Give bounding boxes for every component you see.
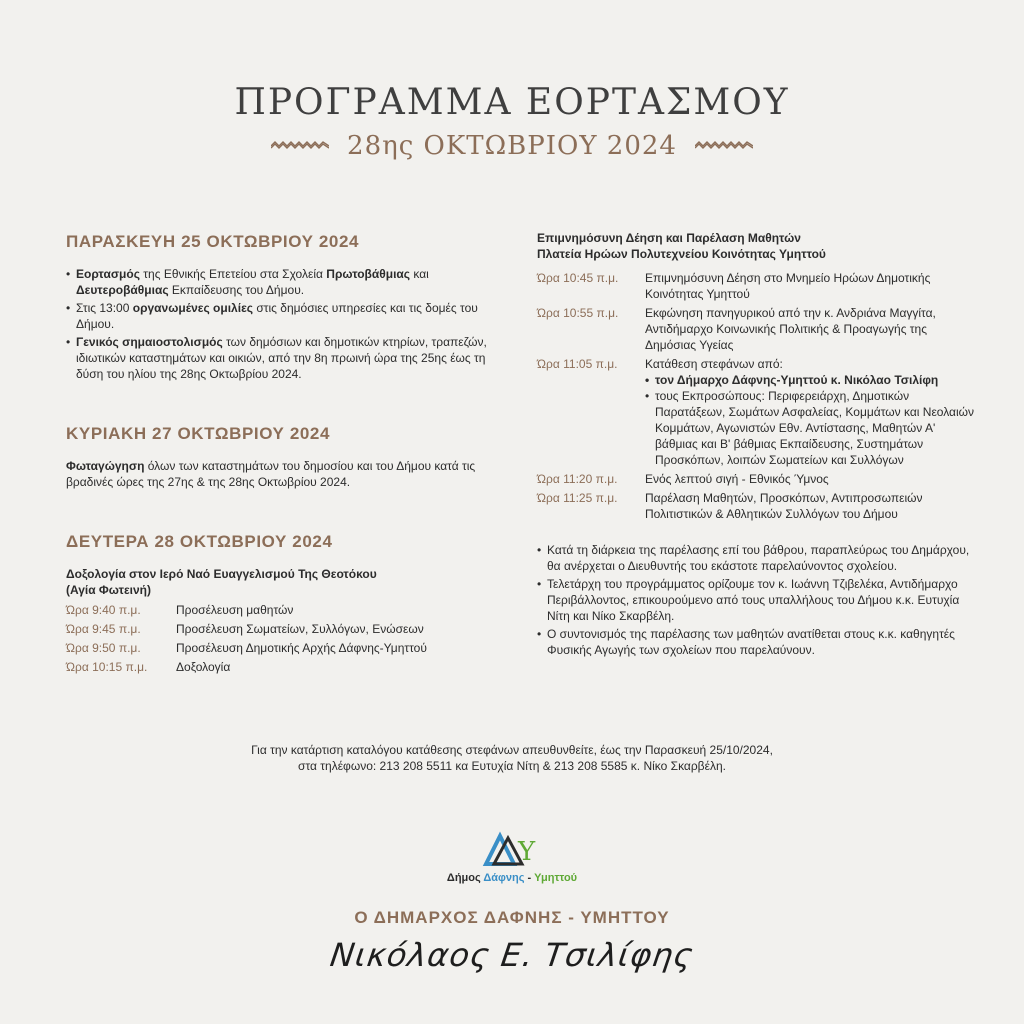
wreath-intro: Κατάθεση στεφάνων από: [645,357,783,371]
list-item [66,334,496,382]
text: στις δημόσιες υπηρεσίες και τις δομές του Δήμου. [76,301,478,331]
text: και [410,267,429,281]
schedule-row [537,305,977,353]
list-item: • τον Δήμαρχο Δάφνης-Υμηττού κ. Νικόλαο Τσιλίφη [645,372,977,388]
monday-heading: ΔΕΥΤΕΡΑ 28 ΟΚΤΩΒΡΙΟΥ 2024 [66,532,333,551]
schedule-time: Ώρα 9:50 π.μ. [66,641,141,655]
schedule-time: Ώρα 11:20 π.μ. [537,472,618,486]
schedule-time: Ώρα 11:25 π.μ. [537,491,618,505]
schedule-desc: Προσέλευση Δημοτικής Αρχής Δάφνης-Υμηττού [176,641,427,655]
schedule-desc: Δοξολογία [176,660,231,674]
left-column [66,232,496,678]
schedule-row [537,471,977,487]
schedule-row [66,602,496,618]
schedule-desc [645,356,977,468]
footer-line: Για την κατάρτιση καταλόγου κατάθεσης στεφάνων απευθυνθείτε, έως την Παρασκευή 25/10/2024, [251,743,773,757]
municipality-logo [0,830,1024,884]
friday-heading: ΠΑΡΑΣΚΕΥΗ 25 ΟΚΤΩΒΡΙΟΥ 2024 [66,232,360,251]
text: της Εθνικής Επετείου στα Σχολεία [139,267,327,281]
page-title: ΠΡΟΓΡΑΜΜΑ ΕΟΡΤΑΣΜΟΥ [234,82,790,123]
logo-glyph: Y [518,837,536,867]
schedule-row [537,490,977,522]
ornament-left-icon [271,141,329,151]
church-title-line: (Αγία Φωτεινή) [66,583,151,597]
municipality-logo-icon [482,830,542,868]
mayor-title: Ο ΔΗΜΑΡΧΟΣ ΔΑΦΝΗΣ - ΥΜΗΤΤΟΥ [354,908,670,927]
ornament-right-icon [695,141,753,151]
schedule-desc: Επιμνημόσυνη Δέηση στο Μνημείο Ηρώων Δημοτικής Κοινότητας Υμηττού [645,271,931,301]
friday-list [66,266,496,382]
text: των δημόσιων και δημοτικών κτηρίων, τραπεζών, ιδιωτικών καταστημάτων και οικιών, από την 8η πρωινή ώρα της 25ης έως τη δύση του ηλίου της 28ης Οκτωβρίου 2024. [76,335,487,381]
footer-line: στα τηλέφωνο: 213 208 5511 κα Ευτυχία Νίτη & 213 208 5585 κ. Νίκο Σκαρβέλη. [298,759,726,773]
schedule-time: Ώρα 11:05 π.μ. [537,357,618,371]
schedule-desc: Προσέλευση μαθητών [176,603,294,617]
logo-text-part: Δάφνης [483,872,525,884]
schedule-desc: Εκφώνηση πανηγυρικού από την κ. Ανδριάνα Μαγγίτα, Αντιδήμαρχο Κοινωνικής Πολιτικής & Προαγωγής της Δημόσιας Υγείας [645,306,936,352]
right-column [537,230,977,660]
schedule-row [66,659,496,675]
list-item: • Τελετάρχη του προγράμματος ορίζουμε τον κ. Ιωάννη Τζιβελέκα, Αντιδήμαρχο Περιβάλλοντος, επικουρούμενο από τους υπαλλήλους του Δήμου κ.κ. Ευτυχία Νίτη και Νίκο Σκαρβέλη. [537,576,977,624]
list-item: • Κατά τη διάρκεια της παρέλασης επί του βάθρου, παραπλεύρως του Δημάρχου, θα ανέρχεται ο Διευθυντής του εκάστοτε παρελαύνοντος σχολείου. [537,542,977,574]
logo-text-part: Υμηττού [534,872,578,884]
wreath-list [645,372,977,468]
schedule-time: Ώρα 9:40 π.μ. [66,603,141,617]
schedule-row [537,356,977,468]
bold-text: Εορτασμός [76,267,140,281]
text: όλων των καταστημάτων του δημοσίου και του Δήμου κατά τις βραδινές ώρες της 27ης & της 28ης Οκτωβρίου 2024. [66,459,476,489]
mayor-signature: Νικόλαος Ε. Τσιλίφης [327,936,697,974]
subtitle-row [0,128,1024,164]
sunday-text [66,458,496,490]
bold-text: Δευτεροβάθμιας [76,283,169,297]
schedule-time: Ώρα 9:45 π.μ. [66,622,141,636]
list-item [66,300,496,332]
page-subtitle: 28ης ΟΚΤΩΒΡΙΟΥ 2024 [347,131,677,161]
schedule-desc: Ενός λεπτού σιγή - Εθνικός Ύμνος [645,472,829,486]
schedule-row [66,621,496,637]
text: Εκπαίδευσης του Δήμου. [168,283,305,297]
bold-text: Γενικός σημαιοστολισμός [76,335,223,349]
logo-text-part: Δήμος [446,872,484,884]
schedule-time: Ώρα 10:15 π.μ. [66,660,148,674]
list-item: • τους Εκπροσώπους: Περιφερειάρχη, Δημοτικών Παρατάξεων, Σωμάτων Ασφαλείας, Κομμάτων και Νεολαιών Κομμάτων, Αγωνιστών Εθν. Αντίστασης, Μαθητών Α' βάθμιας και Β' βάθμιας Εκπαίδευσης, Συστημάτων Προσκόπων, λοιπών Σωματείων και Συλλόγων [645,388,977,468]
list-item: • Ο συντονισμός της παρέλασης των μαθητών ανατίθεται στους κ.κ. καθηγητές Φυσικής Αγωγής των σχολείων που παρελαύνουν. [537,626,977,658]
bold-text: Φωταγώγηση [66,459,145,473]
schedule-time: Ώρα 10:55 π.μ. [537,306,619,320]
schedule-desc: Παρέλαση Μαθητών, Προσκόπων, Αντιπροσωπειών Πολιτιστικών & Αθλητικών Συλλόγων του Δήμου [645,491,923,521]
logo-text [0,872,1024,884]
parade-title [537,230,977,262]
church-schedule [66,602,496,675]
parade-title-line: Επιμνημόσυνη Δέηση και Παρέλαση Μαθητών [537,231,801,245]
list-item [66,266,496,298]
schedule-time: Ώρα 10:45 π.μ. [537,271,619,285]
parade-title-line: Πλατεία Ηρώων Πολυτεχνείου Κοινότητας Υμηττού [537,247,826,261]
logo-text-part: - [524,872,535,884]
church-title-line: Δοξολογία στον Ιερό Ναό Ευαγγελισμού Της Θεοτόκου [66,567,377,581]
bold-text: οργανωμένες ομιλίες [132,301,253,315]
footer-note [0,742,1024,774]
parade-notes [537,542,977,658]
schedule-row [537,270,977,302]
schedule-row [66,640,496,656]
schedule-desc: Προσέλευση Σωματείων, Συλλόγων, Ενώσεων [176,622,424,636]
church-title [66,566,496,598]
sunday-heading: ΚΥΡΙΑΚΗ 27 ΟΚΤΩΒΡΙΟΥ 2024 [66,424,331,443]
text: Στις 13:00 [76,301,133,315]
bold-text: Πρωτοβάθμιας [326,267,411,281]
